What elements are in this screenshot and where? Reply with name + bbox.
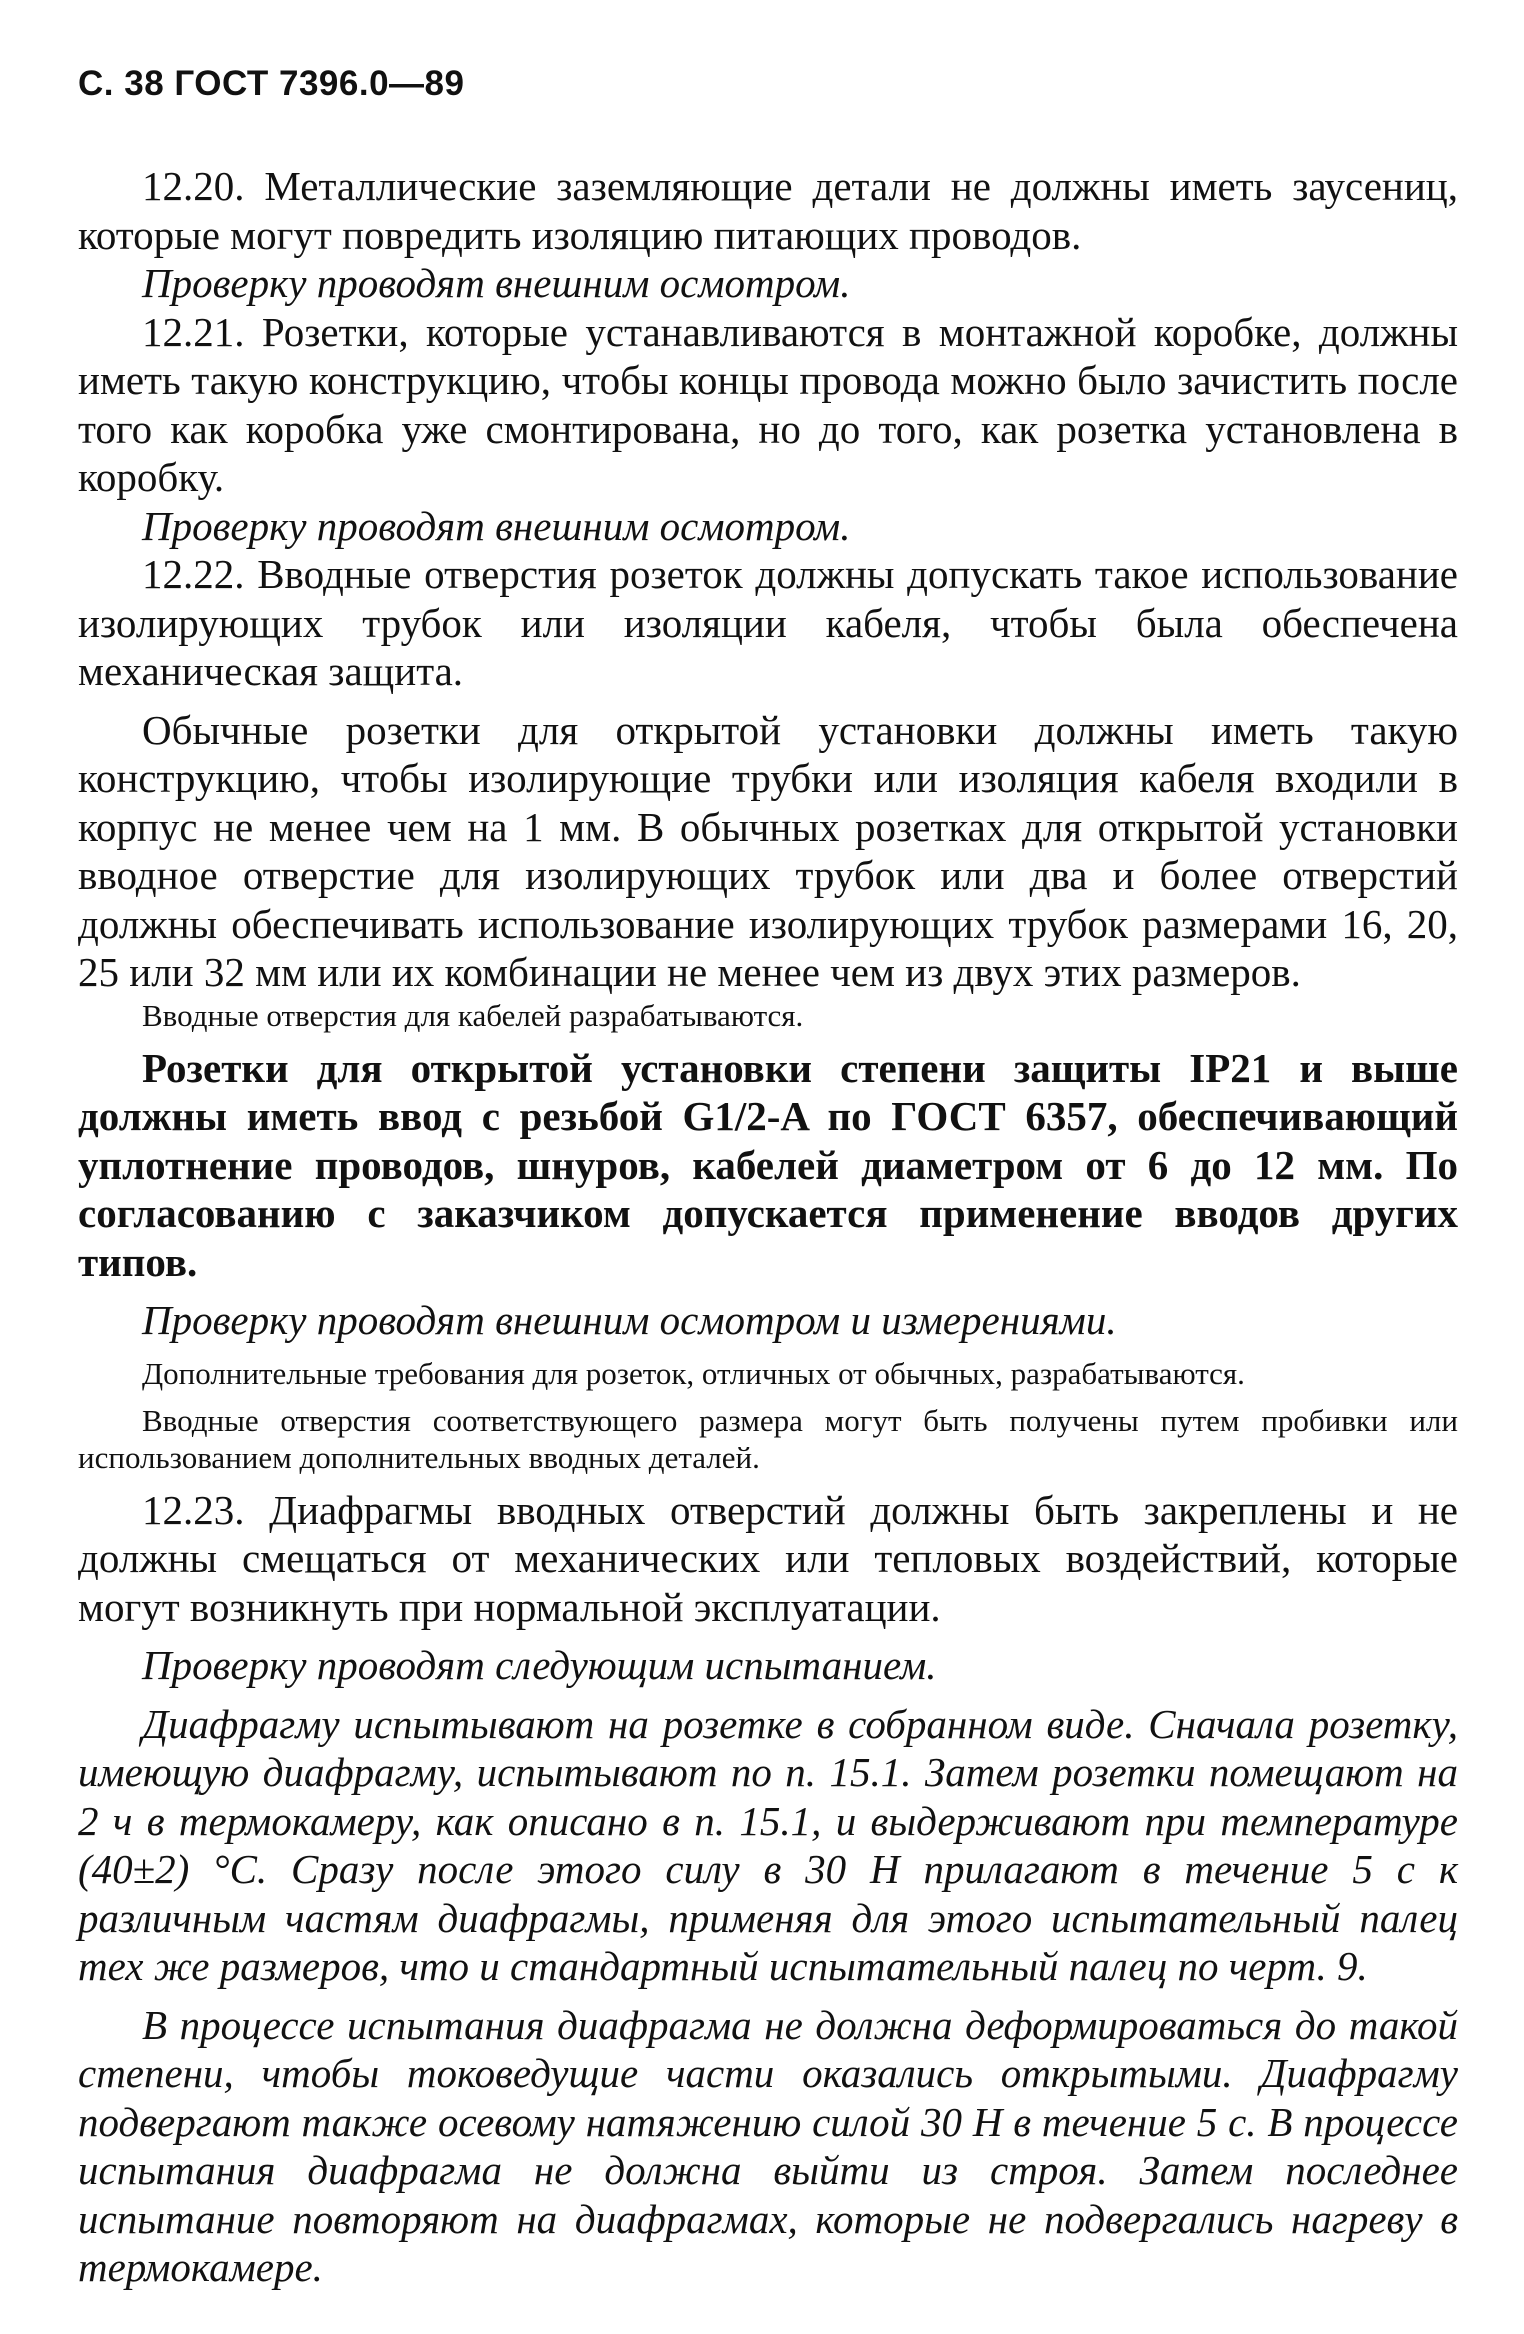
note-additional-requirements: Дополнительные требования для розеток, отличных от обычных, разрабатываются.: [142, 1355, 1245, 1391]
clause-12-20: 12.20. Металлические заземляющие детали не должны иметь заусениц, которые могут повредить изоляцию питающих проводов.: [78, 163, 1458, 258]
paragraph-ordinary-sockets: Обычные розетки для открытой установки должны иметь такую конструкцию, чтобы изолирующие трубки или изоляция кабеля входили в корпус не менее чем на 1 мм. В обычных розетках для открытой установки вводное отверстие для изолирующих трубок или два и более отверстий должны обеспечивать использование изолирующих трубок размерами 16, 20, 25 или 32 мм или их комбинации не менее чем из двух этих размеров.: [78, 706, 1458, 995]
test-requirements: В процессе испытания диафрагма не должна деформироваться до такой степени, чтобы токоведущие части оказались открытыми. Диафрагму подвергают также осевому натяжению силой 30 Н в течение 5 с. В процессе испытания диафрагма не должна выйти из строя. Затем последнее испытание повторяют на диафрагмах, которые не подвергались нагреву в термокамере.: [78, 2001, 1458, 2290]
check-note: Проверку проводят внешним осмотром и измерениями.: [142, 1297, 1117, 1343]
check-note: Проверку проводят следующим испытанием.: [142, 1642, 937, 1688]
page-header: С. 38 ГОСТ 7396.0—89: [78, 64, 465, 103]
clause-12-23: 12.23. Диафрагмы вводных отверстий должны быть закреплены и не должны смещаться от механических или тепловых воздействий, которые могут возникнуть при нормальной эксплуатации.: [78, 1486, 1458, 1630]
clause-12-22: 12.22. Вводные отверстия розеток должны допускать такое использование изолирующих трубок или изоляции кабеля, чтобы была обеспечена механическая защита.: [78, 551, 1458, 694]
note-inlet-openings: Вводные отверстия соответствующего размера могут быть получены путем пробивки или использованием дополнительных вводных деталей.: [78, 1402, 1458, 1475]
document-page: [78, 64, 1458, 2292]
note-cable-inlets: Вводные отверстия для кабелей разрабатываются.: [142, 997, 804, 1033]
paragraph-ip21-sockets: Розетки для открытой установки степени защиты IP21 и выше должны иметь ввод с резьбой G1/2-A по ГОСТ 6357, обеспечивающий уплотнение проводов, шнуров, кабелей диаметром от 6 до 12 мм. По согласованию с заказчиком допускается применение вводов других типов.: [78, 1044, 1458, 1285]
test-procedure: Диафрагму испытывают на розетке в собранном виде. Сначала розетку, имеющую диафрагму, испытывают по п. 15.1. Затем розетки помещают на 2 ч в термокамеру, как описано в п. 15.1, и выдерживают при температуре (40±2) °С. Сразу после этого силу в 30 Н прилагают в течение 5 с к различным частям диафрагмы, применяя для этого испытательный палец тех же размеров, что и стандартный испытательный палец по черт. 9.: [78, 1700, 1458, 1989]
check-note: Проверку проводят внешним осмотром.: [142, 502, 851, 549]
check-note: Проверку проводят внешним осмотром.: [142, 260, 851, 306]
clause-12-21: 12.21. Розетки, которые устанавливаются в монтажной коробке, должны иметь такую конструкцию, чтобы концы провода можно было зачистить после того как коробка уже смонтирована, но до того, как розетка установлена в коробку.: [78, 308, 1458, 500]
